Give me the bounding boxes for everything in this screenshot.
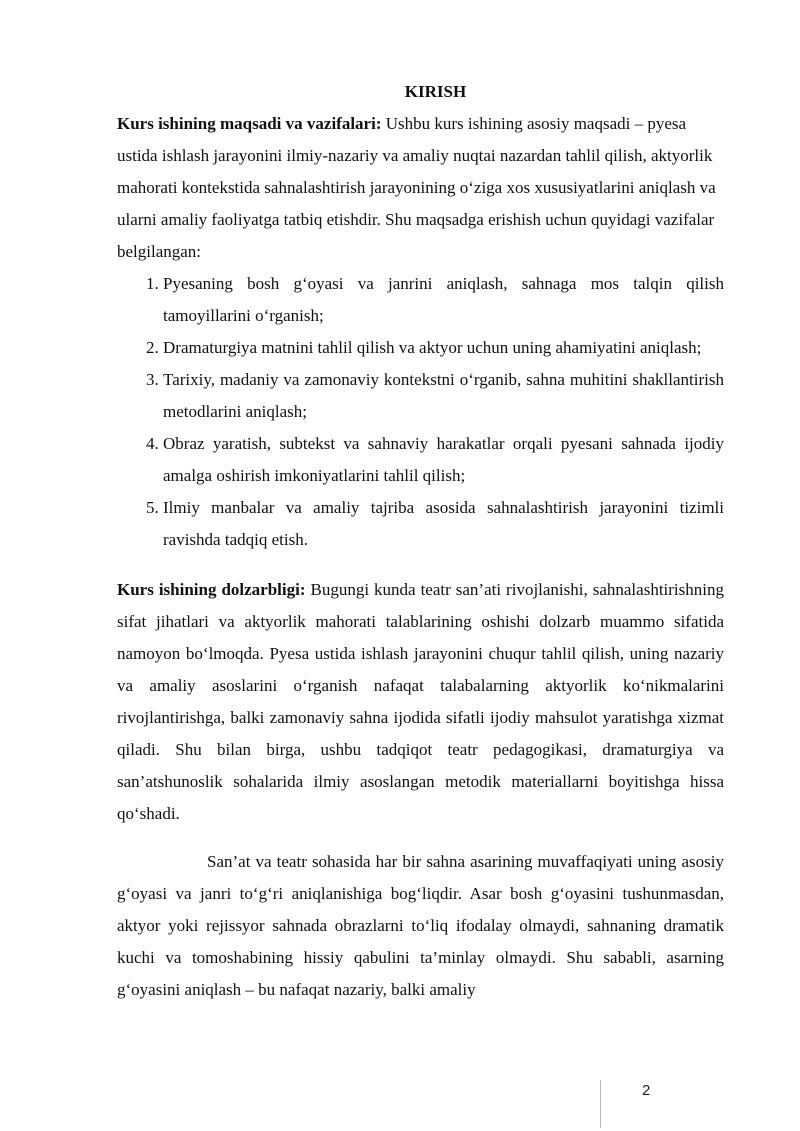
body-paragraph: San’at va teatr sohasida har bir sahna asarining muvaffaqiyati uning asosiy g‘oyasi va janri to‘g‘ri aniqlanishiga bog‘liqdir. Asar bosh g‘oyasini tushunmasdan, aktyor yoki rejissyor sahnada obrazlarni to‘liq ifodalay olmaydi, sahnaning dramatik kuchi va tomoshabining hissiy qabulini ta’minlay olmaydi. Shu sababli, asarning g‘oyasini aniqlash – bu nafaqat nazariy, balki amaliy: [117, 852, 724, 999]
tasks-list: [117, 268, 724, 556]
goal-heading: Kurs ishining maqsadi va vazifalari:: [117, 114, 382, 133]
relevance-text: Bugungi kunda teatr san’ati rivojlanishi, sahnalashtirishning sifat jihatlari va aktyorlik mahorati talablarining oshishi dolzarb muammo sifatida namoyon bo‘lmoqda. Pyesa ustida ishlash jarayonini chuqur tahlil qilish, uning nazariy va amaliy asoslarini o‘rganish nafaqat talabalarning aktyorlik ko‘nikmalarini rivojlantirishga, balki zamonaviy sahna ijodida sifatli ijodiy mahsulot yaratishga xizmat qiladi. Shu bilan birga, ushbu tadqiqot teatr pedagogikasi, dramaturgiya va san’atshunoslik sohalarida ilmiy asoslangan metodik materiallarni boyitishga hissa qo‘shadi.: [117, 580, 724, 823]
document-title: KIRISH: [404, 82, 467, 101]
document-page: [117, 76, 724, 1006]
spacer: [117, 830, 724, 846]
goal-text: Ushbu kurs ishining asosiy maqsadi – pyesa ustida ishlash jarayonini ilmiy-nazariy va amaliy nuqtai nazardan tahlil qilish, aktyorlik mahorati kontekstida sahnalashtirish jarayonining o‘ziga xos xususiyatlarini aniqlash va ularni amaliy faoliyatga tatbiq etishdir. Shu maqsadga erishish uchun quyidagi vazifalar belgilangan:: [117, 114, 716, 261]
relevance-heading: Kurs ishining dolzarbligi:: [117, 580, 306, 599]
goal-paragraph: [117, 108, 724, 268]
footer-divider: [600, 1080, 601, 1128]
relevance-paragraph: [117, 574, 724, 830]
list-item: 3. Tarixiy, madaniy va zamonaviy kontekstni o‘rganib, sahna muhitini shakllantirish metodlarini aniqlash;: [163, 364, 724, 428]
list-item: 2. Dramaturgiya matnini tahlil qilish va aktyor uchun uning ahamiyatini aniqlash;: [163, 332, 724, 364]
list-item: 1. Pyesaning bosh g‘oyasi va janrini aniqlash, sahnaga mos talqin qilish tamoyillarini o‘rganish;: [163, 268, 724, 332]
spacer: [117, 556, 724, 574]
list-item: 4. Obraz yaratish, subtekst va sahnaviy harakatlar orqali pyesani sahnada ijodiy amalga oshirish imkoniyatlarini tahlil qilish;: [163, 428, 724, 492]
page-number: 2: [642, 1082, 651, 1099]
list-item: 5. Ilmiy manbalar va amaliy tajriba asosida sahnalashtirish jarayonini tizimli ravishda tadqiq etish.: [163, 492, 724, 556]
